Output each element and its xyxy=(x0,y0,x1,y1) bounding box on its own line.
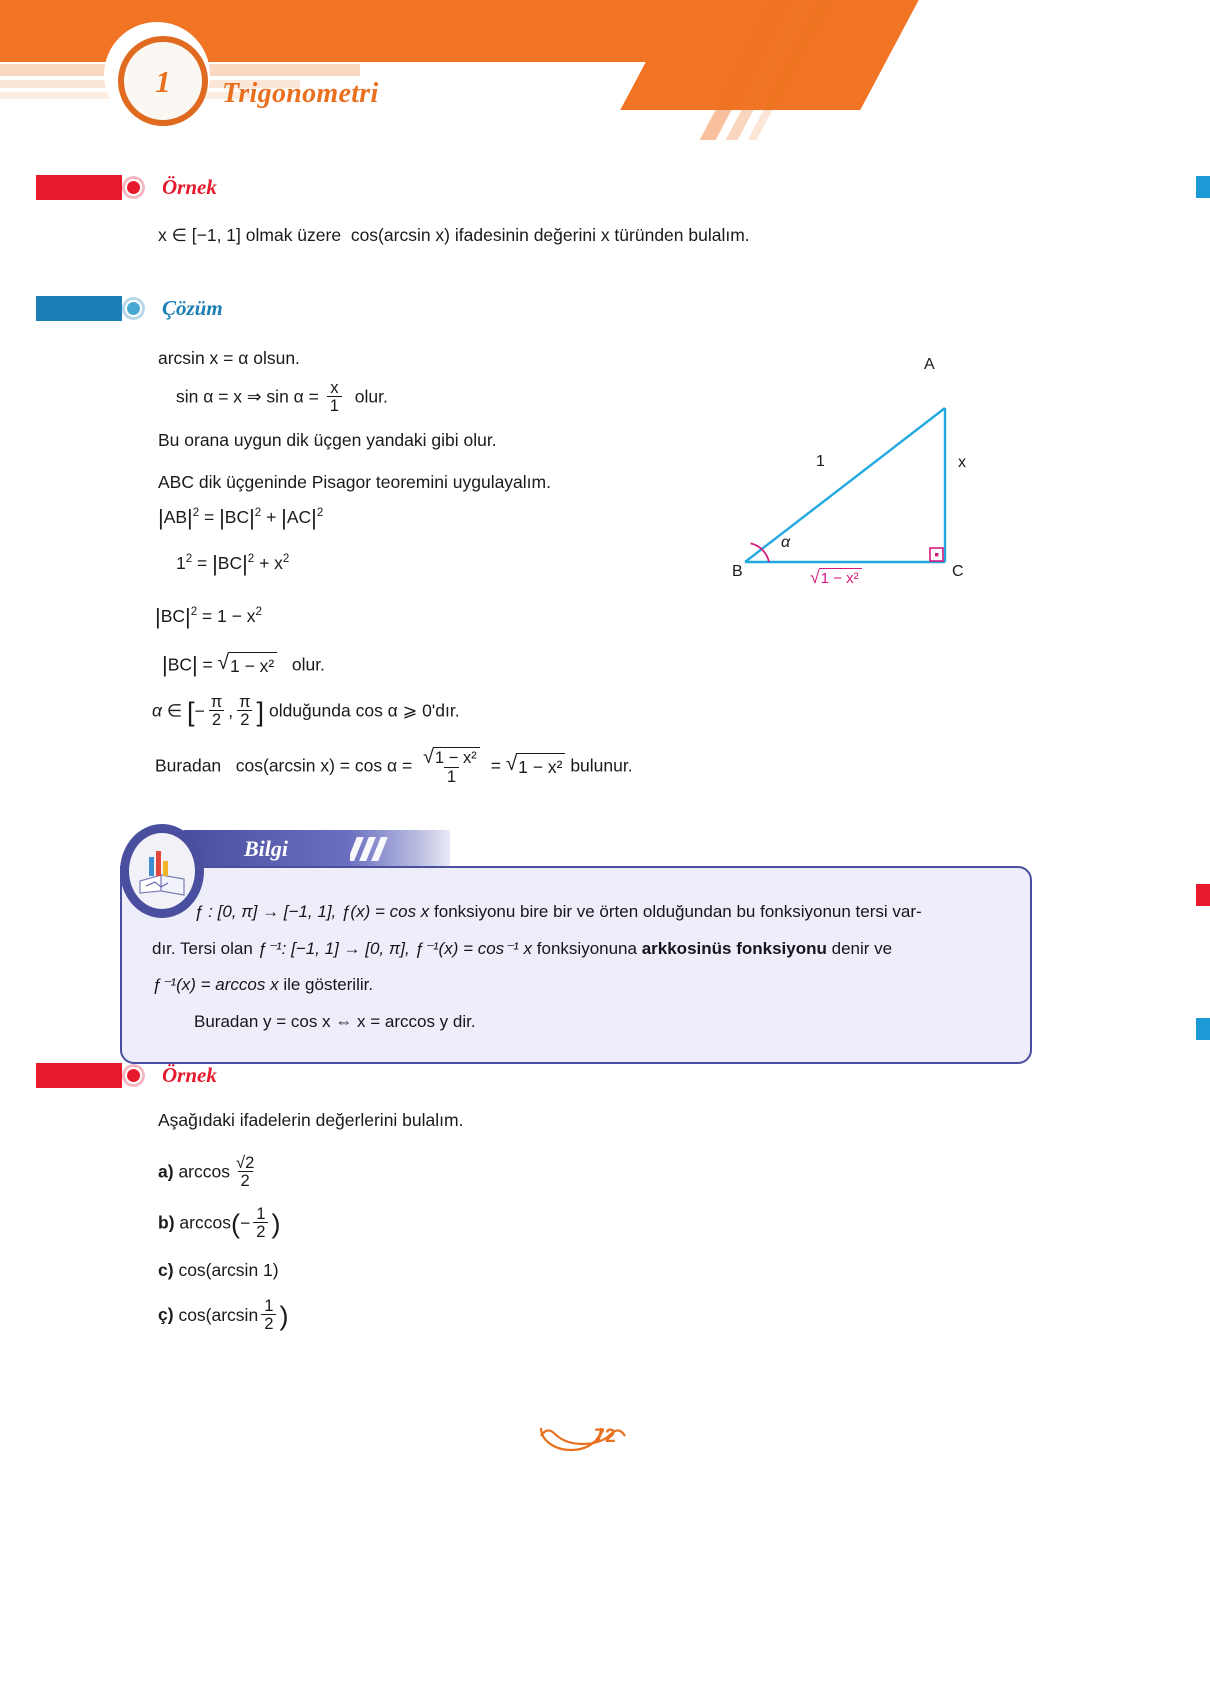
edge-tab-red-mid xyxy=(1196,884,1210,906)
target-icon xyxy=(122,175,156,200)
edge-tab-blue-bottom xyxy=(1196,1018,1210,1040)
edge-tab-blue-top xyxy=(1196,176,1210,198)
chapter-number: 1 xyxy=(155,63,171,99)
solution-line-2: sin α = x ⇒ sin α = $\frac{x}{1}$ olur. xyxy=(176,378,388,416)
vertex-label-b: B xyxy=(732,563,743,580)
solution-line-3: Bu orana uygun dik üçgen yandaki gibi olur. xyxy=(158,430,497,450)
example-2-item-a: a) arccos $\frac{√2}{2}$ xyxy=(158,1153,255,1191)
vertex-label-c: C xyxy=(952,563,964,580)
vertex-label-a: A xyxy=(924,356,935,373)
example-2-item-b: b) arccos ( − 1 2 ) xyxy=(158,1204,281,1242)
bilgi-slash-decoration xyxy=(350,837,404,861)
example-2-bar xyxy=(36,1063,122,1088)
books-chart-glyph xyxy=(135,845,189,897)
solution-equation-6: Buradan cos(arcsin x) = cos α = √ 1 − x² 1 = √ 1 − x² bulunur. xyxy=(155,746,633,786)
example-1-label: Örnek xyxy=(162,175,217,199)
solution-bar xyxy=(36,296,122,321)
triangle-hypotenuse xyxy=(745,408,945,562)
bilgi-line-2: dır. Tersi olan ƒ⁻¹: [−1, 1] → [0, π], ƒ⁻¹(x) = cos⁻¹ x fonksiyonuna arkkosinüs fonksiyonu denir ve xyxy=(152,938,893,958)
chapter-header xyxy=(0,0,1210,150)
bilgi-tab-row xyxy=(120,830,1032,868)
page-number: 72 xyxy=(594,1426,616,1447)
bilgi-badge xyxy=(120,824,204,918)
solution-equation-3: $|BC|^2 = 1 - x^2$ xyxy=(155,604,262,629)
right-angle-dot xyxy=(935,553,938,556)
bilgi-line-1: ƒ : [0, π] → [−1, 1], ƒ(x) = cos x fonksiyonu bire bir ve örten olduğundan bu fonksiyonun tersi var- xyxy=(194,902,922,921)
example-2-label: Örnek xyxy=(162,1063,217,1087)
example-2-intro: Aşağıdaki ifadelerin değerlerini bulalım. xyxy=(158,1110,464,1130)
solution-equation-4: |BC| = √ 1 − x² olur. xyxy=(162,652,325,679)
example-1-statement: x ∈ [−1, 1] olmak üzere cos(arcsin x) ifadesinin değerini x türünden bulalım. xyxy=(158,225,750,245)
solution-equation-2: $1^2 = |BC|^2 + x^2$ xyxy=(176,551,290,576)
solution-equation-5: α ∈ [ − π 2 , π 2 ] olduğunda cos α ⩾ 0'dır. xyxy=(152,692,460,730)
target-icon xyxy=(122,296,156,321)
solution-line-4: ABC dik üçgeninde Pisagor teoremini uygulayalım. xyxy=(158,472,551,492)
vertical-side-label: x xyxy=(958,454,966,471)
bilgi-label: Bilgi xyxy=(244,836,289,861)
solution-line-1: arcsin x = α olsun. xyxy=(158,348,300,368)
bilgi-line-3: ƒ⁻¹(x) = arccos x ile gösterilir. xyxy=(152,975,374,995)
solution-label: Çözüm xyxy=(162,296,223,320)
bilgi-box xyxy=(120,830,1032,1064)
target-icon xyxy=(122,1063,156,1088)
right-triangle-figure xyxy=(700,350,1000,600)
page-footer xyxy=(0,1418,1210,1478)
chapter-badge xyxy=(118,36,208,126)
chapter-title: Trigonometri xyxy=(222,78,379,109)
example-2-item-c: c) cos(arcsin 1) xyxy=(158,1260,279,1280)
books-chart-icon xyxy=(129,833,195,909)
bilgi-line-4: Buradan y = cos x ⇔ x = arccos y dir. xyxy=(194,1011,476,1031)
example-1-band xyxy=(36,175,217,200)
solution-equation-1: $|AB|^2 = |BC|^2 + |AC|^2$ xyxy=(158,505,324,530)
example-1-bar xyxy=(36,175,122,200)
solution-band xyxy=(36,296,223,321)
example-2-band xyxy=(36,1063,217,1088)
hypotenuse-label: 1 xyxy=(816,453,825,470)
bilgi-body xyxy=(120,866,1032,1064)
base-side-label: √ 1 − x² xyxy=(810,568,862,587)
angle-label: α xyxy=(781,534,791,551)
example-2-item-cc: ç) cos(arcsin 1 2 ) xyxy=(158,1296,289,1334)
bilgi-tab xyxy=(182,830,450,868)
